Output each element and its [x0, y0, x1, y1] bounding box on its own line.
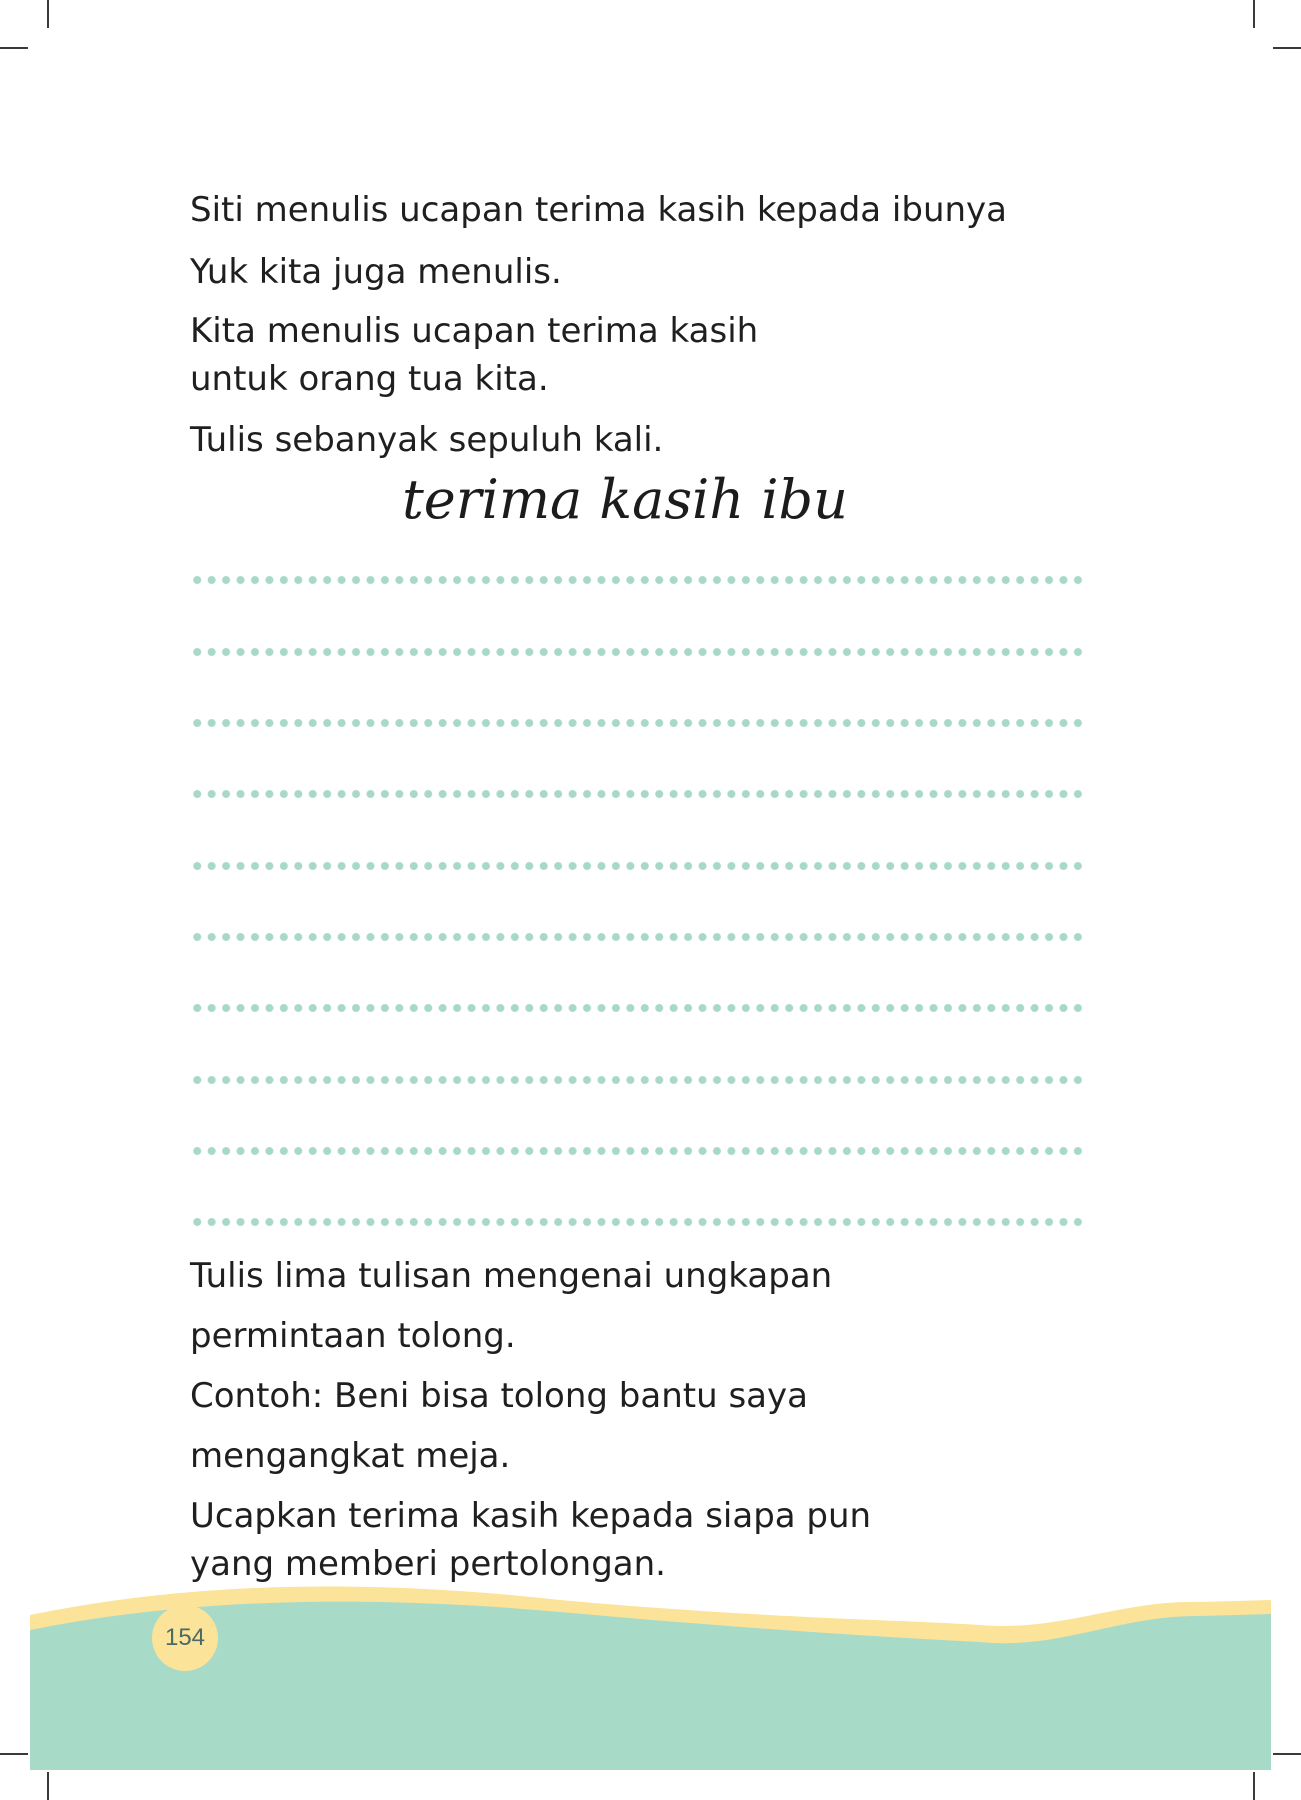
intro-line-2: Yuk kita juga menulis. [190, 252, 562, 292]
crop-mark-top-left-vertical [47, 0, 49, 28]
crop-mark-bottom-left-vertical [47, 1772, 49, 1800]
task2-line-4: mengangkat meja. [190, 1436, 511, 1476]
task2-line-6: yang memberi pertolongan. [190, 1544, 666, 1584]
intro-line-4: Tulis sebanyak sepuluh kali. [190, 420, 664, 460]
writing-line[interactable] [190, 1075, 1086, 1085]
writing-line[interactable] [190, 647, 1086, 657]
intro-line-3a: Kita menulis ucapan terima kasih [190, 311, 759, 351]
example-phrase: terima kasih ibu [402, 468, 848, 531]
writing-line[interactable] [190, 1003, 1086, 1013]
crop-mark-top-left-horizontal [0, 47, 28, 49]
intro-line-3b: untuk orang tua kita. [190, 359, 549, 399]
writing-line[interactable] [190, 1146, 1086, 1156]
writing-line[interactable] [190, 575, 1086, 585]
writing-line[interactable] [190, 1217, 1086, 1227]
crop-mark-top-right-vertical [1253, 0, 1255, 28]
task2-line-2: permintaan tolong. [190, 1316, 516, 1356]
writing-line[interactable] [190, 718, 1086, 728]
crop-mark-top-right-horizontal [1273, 47, 1301, 49]
writing-line[interactable] [190, 932, 1086, 942]
writing-line[interactable] [190, 861, 1086, 871]
task2-line-3: Contoh: Beni bisa tolong bantu saya [190, 1376, 808, 1416]
task2-line-5: Ucapkan terima kasih kepada siapa pun [190, 1496, 872, 1536]
page-number: 154 [152, 1605, 218, 1671]
writing-line[interactable] [190, 789, 1086, 799]
crop-mark-bottom-right-vertical [1253, 1772, 1255, 1800]
task2-line-1: Tulis lima tulisan mengenai ungkapan [190, 1256, 833, 1296]
intro-line-1: Siti menulis ucapan terima kasih kepada ibunya [190, 190, 1008, 230]
